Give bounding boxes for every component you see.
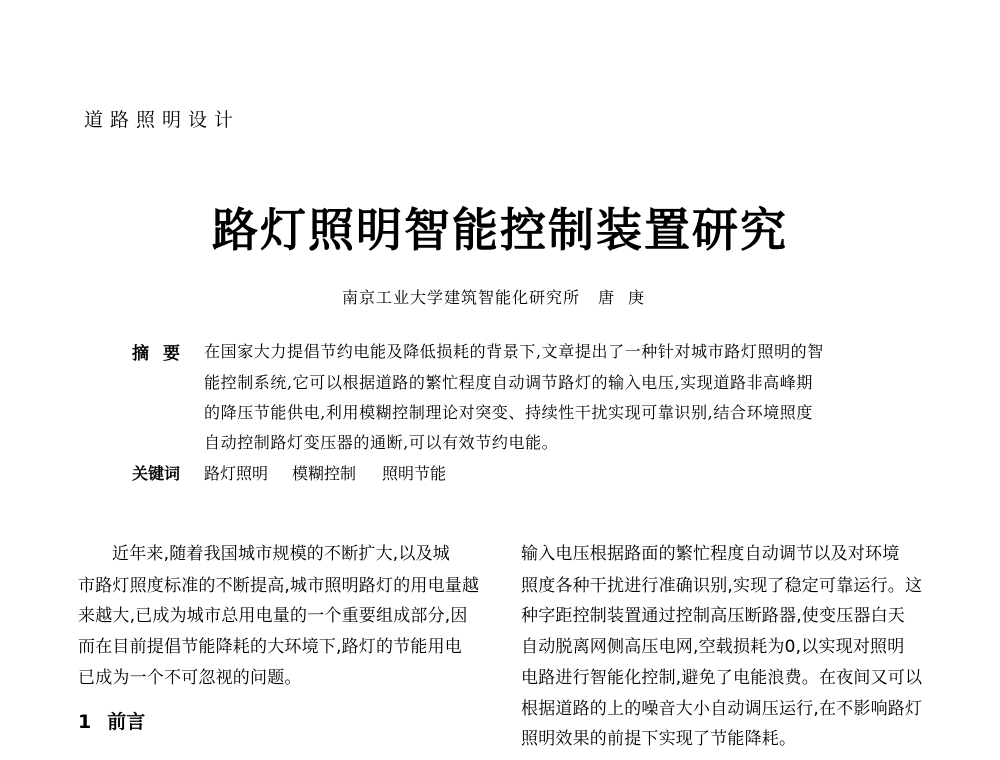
section-heading-text: 前言 <box>107 711 146 733</box>
body-line-right: 照明效果的前提下实现了节能降耗。 <box>521 729 797 749</box>
body-line-left: 市路灯照度标准的不断提高,城市照明路灯的用电量越 <box>78 576 480 596</box>
author-line <box>0 285 1000 308</box>
body-line-right: 种字距控制装置通过控制高压断路器,使变压器白天 <box>521 606 906 626</box>
body-line-left: 而在目前提倡节能降耗的大环境下,路灯的节能用电 <box>78 637 463 657</box>
body-line-right: 根据道路的上的噪音大小自动调压运行,在不影响路灯 <box>521 699 923 719</box>
keyword-item: 路灯照明 <box>204 464 269 483</box>
section-label: 道路照明设计 <box>84 109 241 131</box>
section-heading <box>78 707 145 734</box>
abstract-line: 能控制系统,它可以根据道路的繁忙程度自动调节路灯的输入电压,实现道路非高峰期 <box>204 373 813 392</box>
body-line-left: 近年来,随着我国城市规模的不断扩大,以及城 <box>112 544 451 564</box>
body-line-left: 来越大,已成为城市总用电量的一个重要组成部分,因 <box>78 606 468 626</box>
body-line-right: 电路进行智能化控制,避免了电能浪费。在夜间又可以 <box>521 668 923 688</box>
author-name: 唐庚 <box>598 288 659 307</box>
keyword-item: 模糊控制 <box>292 464 357 483</box>
abstract-line: 自动控制路灯变压器的通断,可以有效节约电能。 <box>204 433 559 452</box>
author-institution: 南京工业大学建筑智能化研究所 <box>341 288 580 307</box>
section-heading-number: 1 <box>78 711 92 733</box>
abstract-label: 摘要 <box>132 344 194 364</box>
abstract-line: 的降压节能供电,利用模糊控制理论对突变、持续性干扰实现可靠识别,结合环境照度 <box>204 403 813 422</box>
body-line-left: 已成为一个不可忽视的问题。 <box>78 668 302 688</box>
abstract-line: 在国家大力提倡节约电能及降低损耗的背景下,文章提出了一种针对城市路灯照明的智 <box>204 342 824 361</box>
body-line-right: 照度各种干扰进行准确识别,实现了稳定可靠运行。这 <box>521 576 923 596</box>
keywords-label: 关键词 <box>132 464 181 483</box>
keyword-item: 照明节能 <box>382 464 447 483</box>
body-line-right: 自动脱离网侧高压电网,空载损耗为0,以实现对照明 <box>521 637 905 657</box>
article-title: 路灯照明智能控制装置研究 <box>212 203 788 257</box>
body-line-right: 输入电压根据路面的繁忙程度自动调节以及对环境 <box>521 544 900 564</box>
